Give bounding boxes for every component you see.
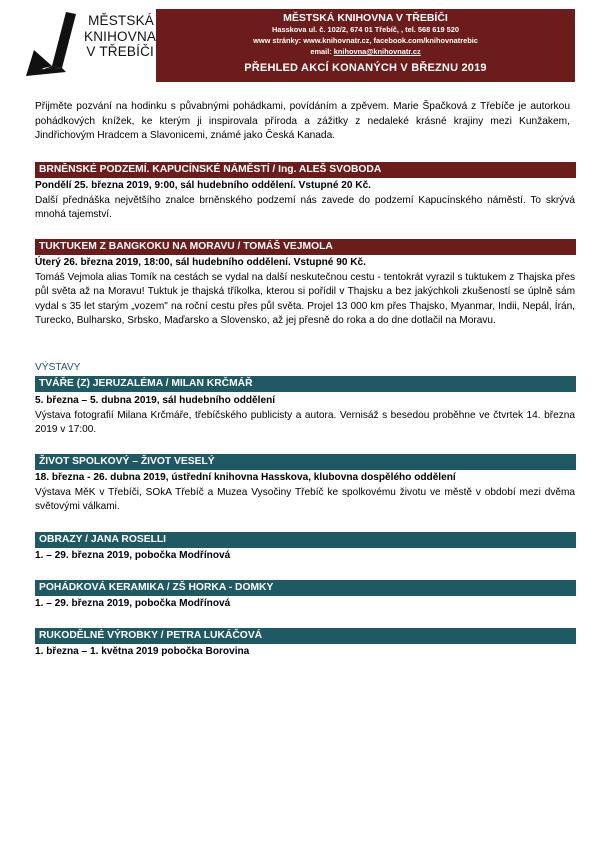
exhibition-date: 1. – 29. března 2019, pobočka Modřínová (35, 598, 231, 609)
intro-paragraph: Přijměte pozvání na hodinku s půvabnými pohádkami, povídáním a zpěvem. Marie Špačková z Třebíče je autorkou pohádkových knížek, ke kterým ji inspirovala příroda a zážitky z nedaleké krásné krajiny mezi Kunžakem, Jindřichovým Hradcem a Slavonicemi, známé jako Česká Kanada. (35, 101, 570, 141)
exhibition-body (35, 549, 575, 564)
event-title: TUKTUKEM Z BANGKOKU NA MORAVU / TOMÁŠ VEJMOLA (35, 239, 576, 255)
logo-line-2: KNIHOVNA (84, 28, 157, 44)
book-logo-icon (22, 10, 92, 82)
email-label: email: (310, 47, 334, 56)
logo-line-1: MĚSTSKÁ (88, 13, 154, 28)
exhibitions-heading: VÝSTAVY (35, 362, 81, 373)
logo-line-3: V TŘEBÍČI (86, 44, 154, 59)
exhibition-title: ŽIVOT SPOLKOVÝ – ŽIVOT VESELÝ (35, 454, 576, 470)
exhibition-title: POHÁDKOVÁ KERAMIKA / ZŠ HORKA - DOMKY (35, 580, 576, 596)
exhibition-date: 1. března – 1. května 2019 pobočka Borovina (35, 646, 250, 657)
exhibition-title: OBRAZY / JANA ROSELLI (35, 532, 576, 548)
event-body (35, 179, 575, 223)
page-title: PŘEHLED AKCÍ KONANÝCH V BŘEZNU 2019 (244, 62, 487, 74)
exhibition-title: TVÁŘE (Z) JERUZALÉMA / MILAN KRČMÁŘ (35, 376, 576, 392)
event-description: Tomáš Vejmola alias Tomík na cestách se vydal na další neskutečnou cestu - tentokrát vyrazil s tuktukem z Thajska přes půl světa až na Moravu! Tuktuk je thajská tříkolka, kterou si pořídil v Thajsku a bez jakýchkoli zkušeností se úplně sám vydal s 35 let starým „vozem" na roční cestu přes půl světa. Projel 13 000 km přes Thajsko, Myanmar, Indii, Nepál, Írán, Turecko, Bulharsko, Srbsko, Maďarsko a Slovensko, až jej přesně do roka a do dne dotlačil na Moravu. (35, 271, 575, 326)
exhibition-body (35, 471, 575, 515)
event-body (35, 256, 575, 329)
exhibition-body (35, 645, 575, 660)
exhibition-body (35, 394, 575, 438)
exhibition-description: Výstava fotografií Milana Krčmáře, třebíčského publicisty a autora. Vernisáž s besedou proběhne ve čtvrtek 14. března 2019 v 17:00. (35, 409, 575, 435)
library-address: Hasskova ul. č. 102/2, 674 01 Třebíč, , tel. 568 619 520 (272, 25, 459, 34)
event-title: BRNĚNSKÉ PODZEMÍ. KAPUCÍNSKÉ NÁMĚSTÍ / Ing. ALEŠ SVOBODA (35, 162, 576, 178)
library-websites: www stránky: www.knihovnatr.cz, facebook.com/knihovnatrebic (253, 36, 478, 45)
library-logo (22, 10, 157, 82)
exhibition-description: Výstava MěK v Třebíči, SOkA Třebíč a Muzea Vysočiny Třebíč ke spolkovému životu ve městě v období mezi dvěma světovými válkami. (35, 486, 575, 512)
library-name: MĚSTSKÁ KNIHOVNA V TŘEBÍČI (283, 12, 448, 24)
event-date: Pondělí 25. března 2019, 9:00, sál hudebního oddělení. Vstupné 20 Kč. (35, 180, 371, 191)
exhibition-body (35, 597, 575, 612)
library-email-line (156, 46, 575, 57)
event-description: Další přednáška největšího znalce brněnského podzemí nás zavede do podzemí Kapucínského náměstí. To skrývá mnohá tajemství. (35, 194, 575, 220)
email-link[interactable]: knihovna@knihovnatr.cz (333, 47, 421, 56)
exhibition-date: 18. března - 26. dubna 2019, ústřední knihovna Hasskova, klubovna dospělého oddělení (35, 472, 456, 483)
header-banner (156, 9, 575, 82)
exhibition-date: 5. března – 5. dubna 2019, sál hudebního oddělení (35, 395, 276, 406)
exhibition-title: RUKODĚLNÉ VÝROBKY / PETRA LUKÁČOVÁ (35, 628, 576, 644)
event-date: Úterý 26. března 2019, 18:00, sál hudebního oddělení. Vstupné 90 Kč. (35, 257, 366, 268)
exhibition-date: 1. – 29. března 2019, pobočka Modřínová (35, 550, 231, 561)
